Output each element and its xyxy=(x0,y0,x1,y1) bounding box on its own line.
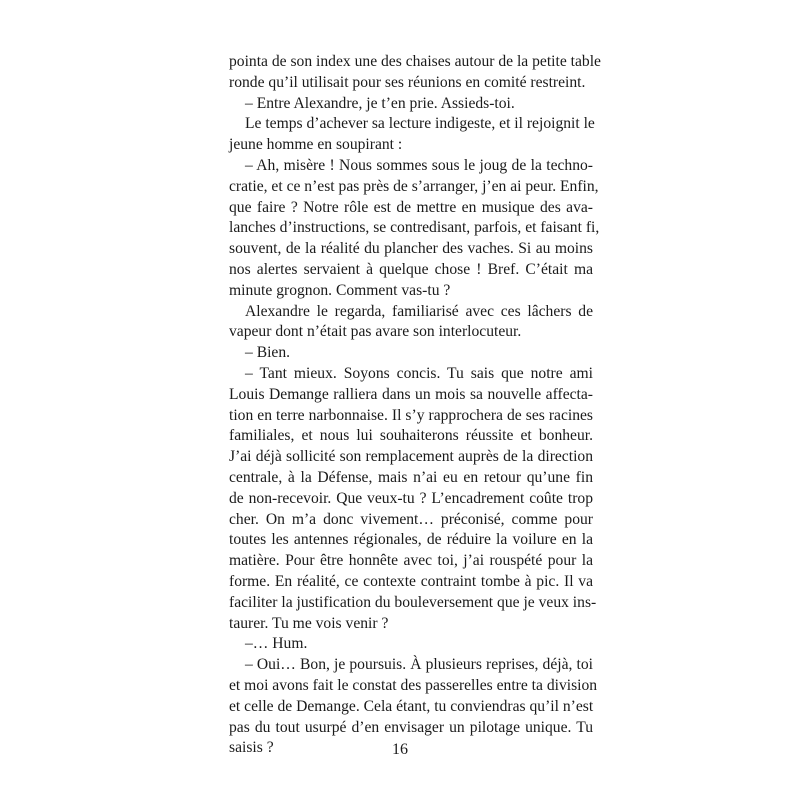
page-body xyxy=(229,52,601,759)
text-line: faciliter la justification du bouleversement que je veux ins- xyxy=(229,593,597,611)
text-line: cher. On m’a donc vivement… préconisé, comme pour xyxy=(229,510,593,528)
text-line: et moi avons fait le constat des passerelles entre ta division xyxy=(229,676,598,694)
text-line: Louis Demange ralliera dans un mois sa nouvelle affecta- xyxy=(229,385,593,403)
text-line: cratie, et ce n’est pas près de s’arranger, j’en ai peur. Enfin, xyxy=(229,177,599,195)
paragraph xyxy=(229,343,593,364)
paragraph xyxy=(229,114,593,156)
text-line: pas du tout usurpé d’en envisager un pilotage unique. Tu xyxy=(229,718,593,736)
text-line: nos alertes servaient à quelque chose ! Bref. C’était ma xyxy=(229,260,593,278)
paragraph xyxy=(229,634,593,655)
paragraph xyxy=(229,156,600,302)
text-line: et celle de Demange. Cela étant, tu conviendras qu’il n’est xyxy=(229,697,594,715)
text-line: – Tant mieux. Soyons concis. Tu sais que notre ami xyxy=(245,364,593,382)
text-line: familiales, et nous lui souhaiterons réussite et bonheur. xyxy=(229,427,593,445)
text-line: – Bien. xyxy=(245,344,291,362)
text-line: – Entre Alexandre, je t’en prie. Assieds-toi. xyxy=(245,94,515,112)
text-line: que faire ? Notre rôle est de mettre en musique des ava- xyxy=(229,198,593,216)
text-line: pointa de son index une des chaises autour de la petite table xyxy=(229,53,601,70)
text-line: toutes les antennes régionales, de réduire la voilure en la xyxy=(229,531,593,549)
text-line: de non-recevoir. Que veux-tu ? L’encadrement coûte trop xyxy=(229,489,593,507)
text-line: tion en terre narbonnaise. Il s’y rapprochera de ses racines xyxy=(229,406,593,424)
text-line: vapeur dont n’était pas avare son interlocuteur. xyxy=(229,323,522,341)
page-number: 16 xyxy=(392,741,408,758)
text-line: centrale, à la Défense, mais n’ai eu en retour qu’une fin xyxy=(229,468,593,486)
text-line: ronde qu’il utilisait pour ses réunions en comité restreint. xyxy=(229,73,586,91)
paragraph xyxy=(229,52,601,94)
text-line: minute grognon. Comment vas-tu ? xyxy=(229,281,451,299)
text-line: souvent, de la réalité du plancher des vaches. Si au moins xyxy=(229,240,593,258)
text-line: J’ai déjà sollicité son remplacement auprès de la direction xyxy=(229,448,593,466)
text-line: lanches d’instructions, se contredisant, parfois, et faisant fi, xyxy=(229,219,600,237)
paragraph xyxy=(229,94,593,115)
text-line: taurer. Tu me vois venir ? xyxy=(229,614,389,632)
text-line: forme. En réalité, ce contexte contraint tombe à pic. Il va xyxy=(229,572,593,590)
text-line: Le temps d’achever sa lecture indigeste, et il rejoignit le xyxy=(245,115,595,133)
text-line: –… Hum. xyxy=(245,635,308,653)
text-line: – Ah, misère ! Nous sommes sous le joug de la techno- xyxy=(245,156,593,174)
text-line: saisis ? xyxy=(229,739,274,757)
text-line: – Oui… Bon, je poursuis. À plusieurs reprises, déjà, toi xyxy=(245,656,593,674)
paragraph xyxy=(229,302,593,344)
text-line: jeune homme en soupirant : xyxy=(229,136,403,154)
text-line: Alexandre le regarda, familiarisé avec ces lâchers de xyxy=(245,302,593,320)
text-line: matière. Pour être honnête avec toi, j’ai rouspété pour la xyxy=(229,552,593,570)
paragraph xyxy=(229,364,597,634)
